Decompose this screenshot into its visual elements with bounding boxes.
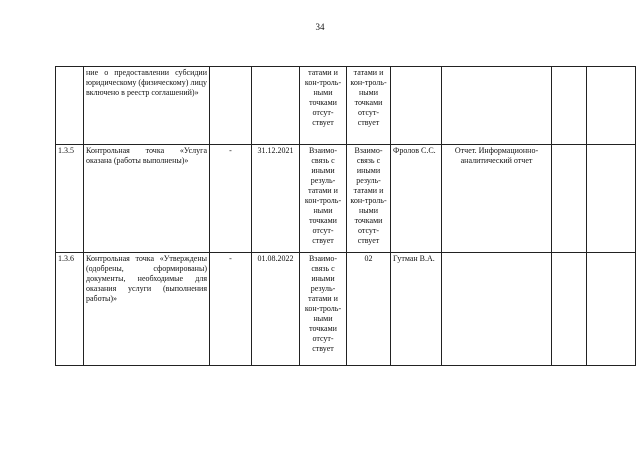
row-empty-cell xyxy=(552,145,587,253)
table-row xyxy=(56,67,636,145)
row-number xyxy=(56,67,84,145)
row-result: Отчет. Информационно-аналитический отчет xyxy=(442,145,552,253)
row-number: 1.3.6 xyxy=(56,253,84,366)
row-start-date: - xyxy=(210,253,252,366)
row-end-date: 01.08.2022 xyxy=(252,253,300,366)
row-description: Контрольная точка «Утверждены (одобрены, сформированы) документы, необходимые для оказания услуги (выполнения работы)» xyxy=(84,253,210,366)
row-relation: татами и кон-троль-ными точками отсут-ствует xyxy=(300,67,347,145)
row-responsible: Фролов С.С. xyxy=(391,145,442,253)
row-empty-cell xyxy=(552,253,587,366)
plan-table xyxy=(55,66,636,366)
table-row xyxy=(56,145,636,253)
row-empty-cell xyxy=(587,253,636,366)
row-end-date xyxy=(252,67,300,145)
row-result xyxy=(442,253,552,366)
row-empty-cell xyxy=(552,67,587,145)
row-description: Контрольная точка «Услуга оказана (работы выполнены)» xyxy=(84,145,210,253)
row-responsible: Гутман В.А. xyxy=(391,253,442,366)
row-result xyxy=(442,67,552,145)
row-relation: Взаимо-связь с иными резуль-татами и кон-троль-ными точками отсут-ствует xyxy=(300,253,347,366)
row-relation: Взаимо-связь с иными резуль-татами и кон-троль-ными точками отсут-ствует xyxy=(300,145,347,253)
page-number: 34 xyxy=(315,22,325,32)
row-relation-2: татами и кон-троль-ными точками отсут-ствует xyxy=(347,67,391,145)
row-start-date xyxy=(210,67,252,145)
row-empty-cell xyxy=(587,145,636,253)
row-number: 1.3.5 xyxy=(56,145,84,253)
row-empty-cell xyxy=(587,67,636,145)
row-responsible xyxy=(391,67,442,145)
row-relation-2: 02 xyxy=(347,253,391,366)
row-relation-2: Взаимо-связь с иными резуль-татами и кон-троль-ными точками отсут-ствует xyxy=(347,145,391,253)
row-end-date: 31.12.2021 xyxy=(252,145,300,253)
row-description: ние о предоставлении субсидии юридическому (физическому) лицу включено в реестр соглашений)» xyxy=(84,67,210,145)
table-row xyxy=(56,253,636,366)
row-start-date: - xyxy=(210,145,252,253)
